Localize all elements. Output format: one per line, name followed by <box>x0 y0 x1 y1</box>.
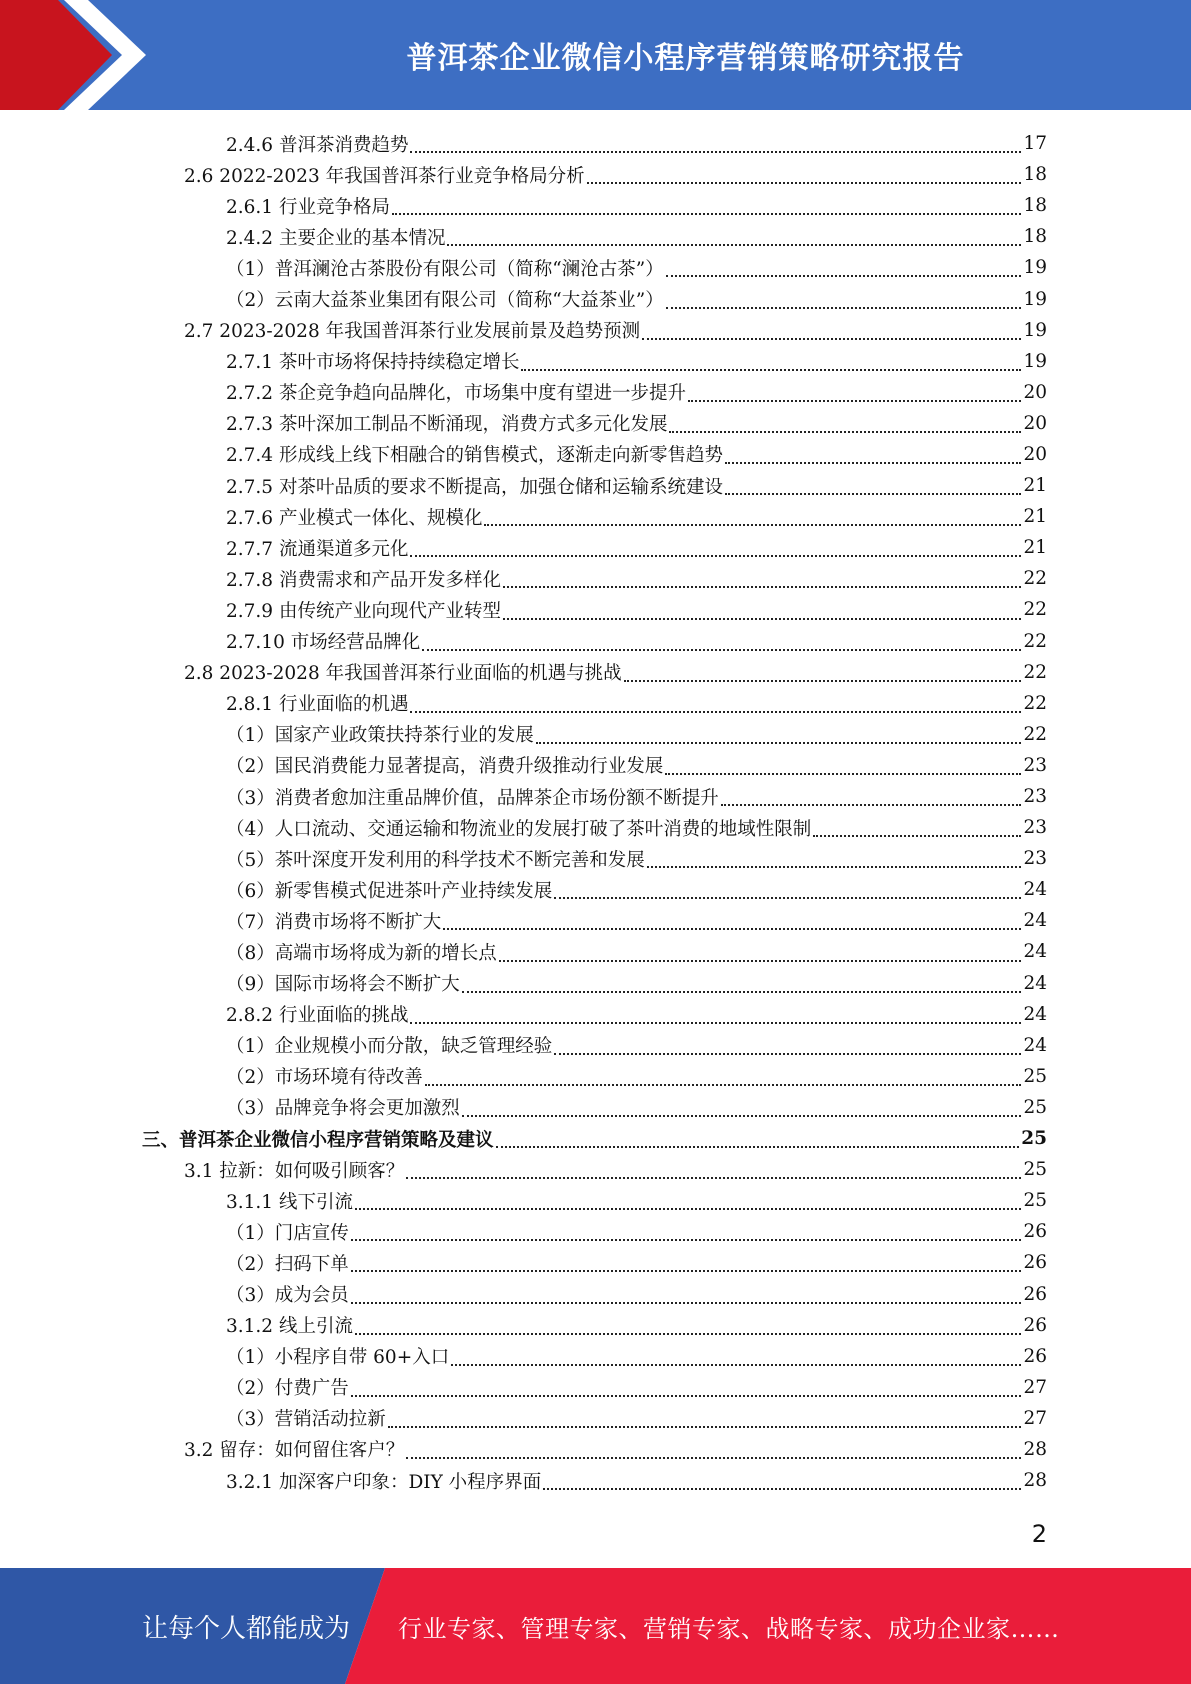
toc-entry-title: 2.7 2023-2028 年我国普洱茶行业发展前景及趋势预测 <box>184 321 641 343</box>
toc-entry-page: 25 <box>1023 1159 1047 1181</box>
toc-entry-page: 22 <box>1023 630 1047 652</box>
toc-entry[interactable] <box>0 315 1191 346</box>
toc-entry-title: 2.7.1 茶叶市场将保持持续稳定增长 <box>226 352 520 374</box>
toc-entry-page: 23 <box>1023 786 1047 808</box>
toc-dot-leader <box>536 741 1022 744</box>
toc-dot-leader <box>521 368 1021 371</box>
toc-dot-leader <box>503 585 1021 588</box>
toc-entry[interactable] <box>0 750 1191 781</box>
toc-entry[interactable] <box>0 688 1191 719</box>
footer-slogan-left: 让每个人都能成为 <box>142 1613 351 1644</box>
toc-entry-page: 25 <box>1023 1096 1047 1118</box>
table-of-contents <box>0 128 1191 1496</box>
toc-entry-page: 25 <box>1021 1128 1047 1150</box>
toc-entry-title: 2.7.3 茶叶深加工制品不断涌现，消费方式多元化发展 <box>226 414 668 436</box>
toc-entry-title: （1）企业规模小而分散，缺乏管理经验 <box>226 1036 553 1058</box>
toc-entry-title: 2.7.7 流通渠道多元化 <box>226 538 409 560</box>
toc-dot-leader <box>484 523 1021 526</box>
report-title: 普洱茶企业微信小程序营销策略研究报告 <box>406 41 965 76</box>
toc-entry-title: （2）国民消费能力显著提高，消费升级推动行业发展 <box>226 756 664 778</box>
toc-entry-page: 20 <box>1023 381 1047 403</box>
toc-entry-page: 22 <box>1023 723 1047 745</box>
toc-entry-title: 2.8.2 行业面临的挑战 <box>226 1005 409 1027</box>
toc-dot-leader <box>410 1021 1021 1024</box>
toc-entry-title: 2.7.8 消费需求和产品开发多样化 <box>226 569 501 591</box>
toc-entry-page: 18 <box>1023 195 1047 217</box>
toc-entry-page: 26 <box>1023 1252 1047 1274</box>
toc-entry[interactable] <box>0 190 1191 221</box>
toc-entry-title: （1）门店宣传 <box>226 1222 349 1244</box>
toc-entry[interactable] <box>0 532 1191 563</box>
toc-entry[interactable] <box>0 1278 1191 1309</box>
toc-entry-page: 18 <box>1023 226 1047 248</box>
toc-entry-title: 2.7.2 茶企竞争趋向品牌化，市场集中度有望进一步提升 <box>226 383 686 405</box>
toc-entry-title: （2）市场环境有待改善 <box>226 1067 423 1089</box>
toc-entry[interactable] <box>0 346 1191 377</box>
toc-entry-title: （4）人口流动、交通运输和物流业的发展打破了茶叶消费的地域性限制 <box>226 818 812 840</box>
toc-entry[interactable] <box>0 283 1191 314</box>
toc-entry-page: 23 <box>1023 848 1047 870</box>
page-footer <box>0 1568 1191 1684</box>
toc-dot-leader <box>721 803 1022 806</box>
toc-dot-leader <box>496 1145 1020 1148</box>
toc-dot-leader <box>503 617 1021 620</box>
toc-entry[interactable] <box>0 1372 1191 1403</box>
toc-entry[interactable] <box>0 936 1191 967</box>
toc-entry[interactable] <box>0 626 1191 657</box>
toc-entry-page: 21 <box>1023 537 1047 559</box>
toc-entry-title: 2.6.1 行业竞争格局 <box>226 196 390 218</box>
toc-entry[interactable] <box>0 221 1191 252</box>
toc-entry[interactable] <box>0 1247 1191 1278</box>
toc-entry-title: 3.1.2 线上引流 <box>226 1316 353 1338</box>
toc-entry-page: 22 <box>1023 568 1047 590</box>
toc-entry-title: （3）成为会员 <box>226 1285 349 1307</box>
toc-entry-title: （2）付费广告 <box>226 1378 349 1400</box>
toc-entry[interactable] <box>0 128 1191 159</box>
toc-entry-title: 3.1.1 线下引流 <box>226 1191 353 1213</box>
toc-entry[interactable] <box>0 470 1191 501</box>
toc-entry-page: 26 <box>1023 1283 1047 1305</box>
toc-entry[interactable] <box>0 1030 1191 1061</box>
toc-entry-title: 三、普洱茶企业微信小程序营销策略及建议 <box>142 1129 494 1151</box>
toc-entry-title: 2.4.2 主要企业的基本情况 <box>226 227 446 249</box>
toc-entry-page: 20 <box>1023 412 1047 434</box>
toc-entry-title: 2.8.1 行业面临的机遇 <box>226 694 409 716</box>
toc-entry-title: （3）消费者愈加注重品牌价值，品牌茶企市场份额不断提升 <box>226 787 719 809</box>
footer-slogan-right: 行业专家、管理专家、营销专家、战略专家、成功企业家…… <box>398 1614 1060 1643</box>
toc-dot-leader <box>351 1301 1022 1304</box>
toc-entry-page: 19 <box>1023 288 1047 310</box>
toc-dot-leader <box>410 150 1021 153</box>
toc-entry-title: （3）营销活动拉新 <box>226 1409 386 1431</box>
toc-entry-page: 18 <box>1023 164 1047 186</box>
header-arrow-decoration <box>0 0 180 110</box>
toc-entry-title: （9）国际市场将会不断扩大 <box>226 974 460 996</box>
page-number: 2 <box>1031 1520 1047 1548</box>
toc-entry-page: 24 <box>1023 1003 1047 1025</box>
toc-entry-title: （1）普洱澜沧古茶股份有限公司（简称“澜沧古茶”） <box>226 258 664 280</box>
toc-entry[interactable] <box>0 1092 1191 1123</box>
toc-entry-page: 24 <box>1023 941 1047 963</box>
toc-entry-title: 3.2.1 加深客户印象：DIY 小程序界面 <box>226 1471 542 1493</box>
toc-dot-leader <box>355 1332 1022 1335</box>
toc-dot-leader <box>425 1083 1022 1086</box>
toc-entry-page: 26 <box>1023 1345 1047 1367</box>
toc-entry-page: 28 <box>1023 1438 1047 1460</box>
toc-dot-leader <box>725 492 1021 495</box>
toc-entry[interactable] <box>0 1154 1191 1185</box>
toc-entry-title: 2.7.5 对茶叶品质的要求不断提高，加强仓储和运输系统建设 <box>226 476 723 498</box>
toc-entry-page: 26 <box>1023 1314 1047 1336</box>
toc-entry[interactable] <box>0 1465 1191 1496</box>
toc-entry-page: 22 <box>1023 599 1047 621</box>
toc-entry[interactable] <box>0 1403 1191 1434</box>
toc-entry[interactable] <box>0 812 1191 843</box>
toc-entry-title: 2.7.4 形成线上线下相融合的销售模式，逐渐走向新零售趋势 <box>226 445 723 467</box>
toc-dot-leader <box>624 679 1022 682</box>
toc-dot-leader <box>388 1425 1022 1428</box>
toc-entry-title: （1）小程序自带 60+入口 <box>226 1347 450 1369</box>
toc-entry-title: （5）茶叶深度开发利用的科学技术不断完善和发展 <box>226 849 645 871</box>
toc-entry-page: 23 <box>1023 754 1047 776</box>
toc-dot-leader <box>406 1176 1021 1179</box>
toc-entry[interactable] <box>0 781 1191 812</box>
toc-entry-title: （1）国家产业政策扶持茶行业的发展 <box>226 725 534 747</box>
toc-entry[interactable] <box>0 874 1191 905</box>
toc-dot-leader <box>351 1238 1022 1241</box>
toc-dot-leader <box>499 959 1022 962</box>
toc-entry-page: 21 <box>1023 506 1047 528</box>
toc-entry[interactable] <box>0 1341 1191 1372</box>
toc-entry-page: 19 <box>1023 350 1047 372</box>
toc-entry[interactable] <box>0 1061 1191 1092</box>
toc-entry-page: 24 <box>1023 1034 1047 1056</box>
toc-dot-leader <box>462 990 1022 993</box>
toc-entry[interactable] <box>0 843 1191 874</box>
toc-dot-leader <box>543 1487 1021 1490</box>
toc-entry[interactable] <box>0 1434 1191 1465</box>
toc-entry[interactable] <box>0 439 1191 470</box>
toc-entry[interactable] <box>0 968 1191 999</box>
toc-entry-title: 2.4.6 普洱茶消费趋势 <box>226 134 409 156</box>
toc-dot-leader <box>355 1207 1022 1210</box>
toc-entry-page: 23 <box>1023 817 1047 839</box>
toc-entry-title: 3.2 留存：如何留住客户？ <box>184 1440 405 1462</box>
toc-entry-page: 27 <box>1023 1376 1047 1398</box>
toc-entry-title: （8）高端市场将成为新的增长点 <box>226 942 497 964</box>
toc-dot-leader <box>451 1363 1021 1366</box>
toc-entry[interactable] <box>0 1216 1191 1247</box>
toc-entry-page: 24 <box>1023 910 1047 932</box>
toc-entry-page: 22 <box>1023 661 1047 683</box>
toc-entry-page: 24 <box>1023 879 1047 901</box>
toc-entry-title: （6）新零售模式促进茶叶产业持续发展 <box>226 880 553 902</box>
toc-entry[interactable] <box>0 657 1191 688</box>
toc-entry[interactable] <box>0 719 1191 750</box>
toc-entry-title: 3.1 拉新：如何吸引顾客？ <box>184 1160 405 1182</box>
toc-dot-leader <box>669 430 1021 433</box>
toc-dot-leader <box>351 1269 1022 1272</box>
toc-dot-leader <box>587 181 1022 184</box>
toc-dot-leader <box>725 461 1021 464</box>
toc-entry-page: 21 <box>1023 475 1047 497</box>
toc-dot-leader <box>554 1052 1021 1055</box>
toc-entry-title: 2.6 2022-2023 年我国普洱茶行业竞争格局分析 <box>184 165 585 187</box>
toc-entry[interactable] <box>0 905 1191 936</box>
toc-entry[interactable] <box>0 408 1191 439</box>
toc-entry[interactable] <box>0 594 1191 625</box>
toc-dot-leader <box>665 772 1021 775</box>
toc-entry[interactable] <box>0 1310 1191 1341</box>
toc-dot-leader <box>462 1114 1022 1117</box>
toc-entry-title: （7）消费市场将不断扩大 <box>226 911 442 933</box>
toc-entry-page: 27 <box>1023 1407 1047 1429</box>
toc-dot-leader <box>554 896 1021 899</box>
toc-dot-leader <box>410 554 1021 557</box>
toc-entry-title: 2.7.6 产业模式一体化、规模化 <box>226 507 483 529</box>
toc-entry-page: 19 <box>1023 319 1047 341</box>
toc-entry[interactable] <box>0 501 1191 532</box>
toc-entry-page: 20 <box>1023 443 1047 465</box>
toc-entry-page: 28 <box>1023 1470 1047 1492</box>
toc-entry[interactable] <box>0 377 1191 408</box>
toc-dot-leader <box>410 710 1021 713</box>
toc-entry[interactable] <box>0 999 1191 1030</box>
toc-dot-leader <box>447 243 1021 246</box>
toc-entry-page: 19 <box>1023 257 1047 279</box>
toc-dot-leader <box>642 337 1021 340</box>
toc-dot-leader <box>351 1394 1022 1397</box>
toc-entry-page: 24 <box>1023 972 1047 994</box>
toc-entry-page: 26 <box>1023 1221 1047 1243</box>
toc-dot-leader <box>443 927 1021 930</box>
toc-entry[interactable] <box>0 1123 1191 1154</box>
toc-entry-title: （2）云南大益茶业集团有限公司（简称“大益茶业”） <box>226 290 664 312</box>
toc-entry-page: 25 <box>1023 1065 1047 1087</box>
toc-dot-leader <box>666 274 1022 277</box>
toc-entry-title: 2.8 2023-2028 年我国普洱茶行业面临的机遇与挑战 <box>184 663 622 685</box>
toc-entry[interactable] <box>0 159 1191 190</box>
toc-entry-title: （2）扫码下单 <box>226 1253 349 1275</box>
toc-dot-leader <box>688 399 1021 402</box>
page-header <box>0 0 1191 110</box>
toc-entry-page: 25 <box>1023 1190 1047 1212</box>
toc-entry-title: 2.7.10 市场经营品牌化 <box>226 632 421 654</box>
toc-dot-leader <box>392 212 1021 215</box>
toc-entry-title: 2.7.9 由传统产业向现代产业转型 <box>226 600 501 622</box>
toc-entry-page: 22 <box>1023 692 1047 714</box>
toc-dot-leader <box>647 865 1022 868</box>
toc-entry-title: （3）品牌竞争将会更加激烈 <box>226 1098 460 1120</box>
toc-dot-leader <box>406 1456 1021 1459</box>
toc-dot-leader <box>813 834 1021 837</box>
toc-entry[interactable] <box>0 563 1191 594</box>
toc-entry-page: 17 <box>1023 133 1047 155</box>
toc-dot-leader <box>422 648 1021 651</box>
toc-entry[interactable] <box>0 1185 1191 1216</box>
toc-entry[interactable] <box>0 252 1191 283</box>
toc-dot-leader <box>666 306 1022 309</box>
